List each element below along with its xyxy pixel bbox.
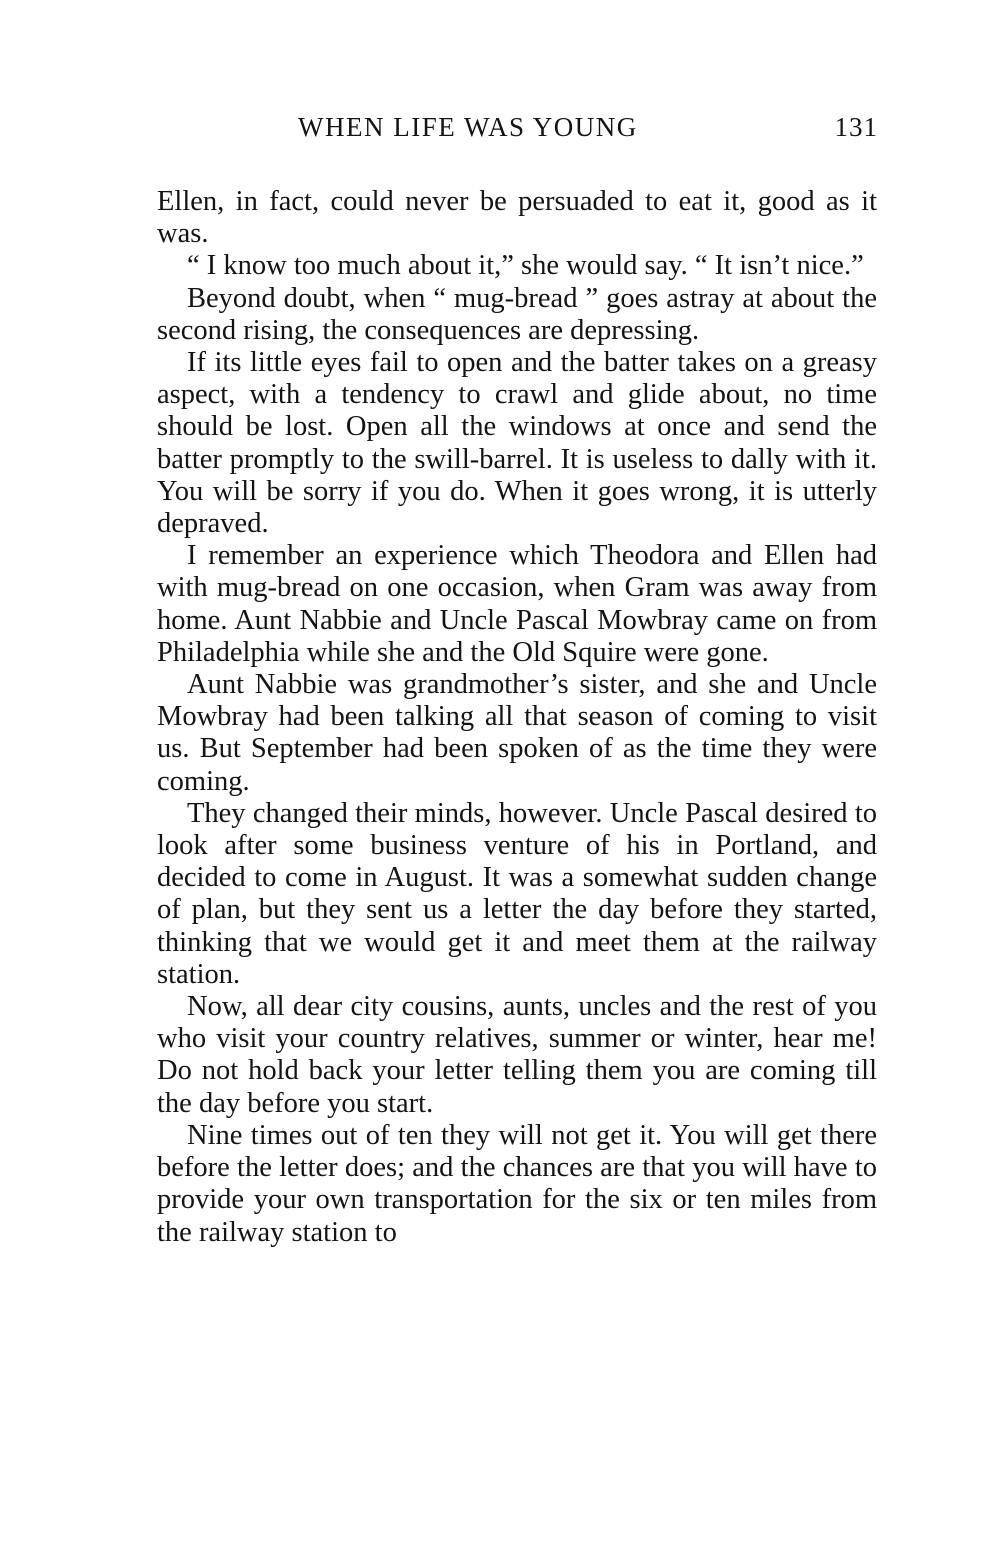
- paragraph: Ellen, in fact, could never be persuaded to eat it, good as it was.: [157, 186, 877, 250]
- paragraph: They changed their minds, however. Uncle Pascal desired to look after some business venture of his in Portland, and decided to come in August. It was a somewhat sudden change of plan, but they sent us a letter the day before they started, thinking that we would get it and meet them at the railway station.: [157, 797, 877, 990]
- page-number: 131: [834, 112, 878, 142]
- paragraph: Beyond doubt, when “ mug-bread ” goes astray at about the second rising, the consequences are depressing.: [157, 282, 877, 346]
- body-text: [157, 186, 877, 1249]
- paragraph: Aunt Nabbie was grandmother’s sister, and she and Uncle Mowbray had been talking all that season of coming to visit us. But September had been spoken of as the time they were coming.: [157, 669, 877, 797]
- paragraph: I remember an experience which Theodora and Ellen had with mug-bread on one occasion, when Gram was away from home. Aunt Nabbie and Uncle Pascal Mowbray came on from Philadelphia while she and the Old Squire were gone.: [157, 540, 877, 668]
- paragraph: Nine times out of ten they will not get it. You will get there before the letter does; and the chances are that you will have to provide your own transportation for the six or ten miles from the railway station to: [157, 1119, 877, 1248]
- running-title: WHEN LIFE WAS YOUNG: [298, 112, 638, 142]
- paragraph: “ I know too much about it,” she would say. “ It isn’t nice.”: [187, 250, 864, 282]
- paragraph: If its little eyes fail to open and the batter takes on a greasy aspect, with a tendency to crawl and glide about, no time should be lost. Open all the windows at once and send the batter promptly to the swill-barrel. It is useless to dally with it. You will be sorry if you do. When it goes wrong, it is utterly depraved.: [157, 347, 877, 540]
- paragraph: Now, all dear city cousins, aunts, uncles and the rest of you who visit your country relatives, summer or winter, hear me! Do not hold back your letter telling them you are coming till the day before you start.: [157, 991, 877, 1119]
- page-header: [158, 112, 878, 152]
